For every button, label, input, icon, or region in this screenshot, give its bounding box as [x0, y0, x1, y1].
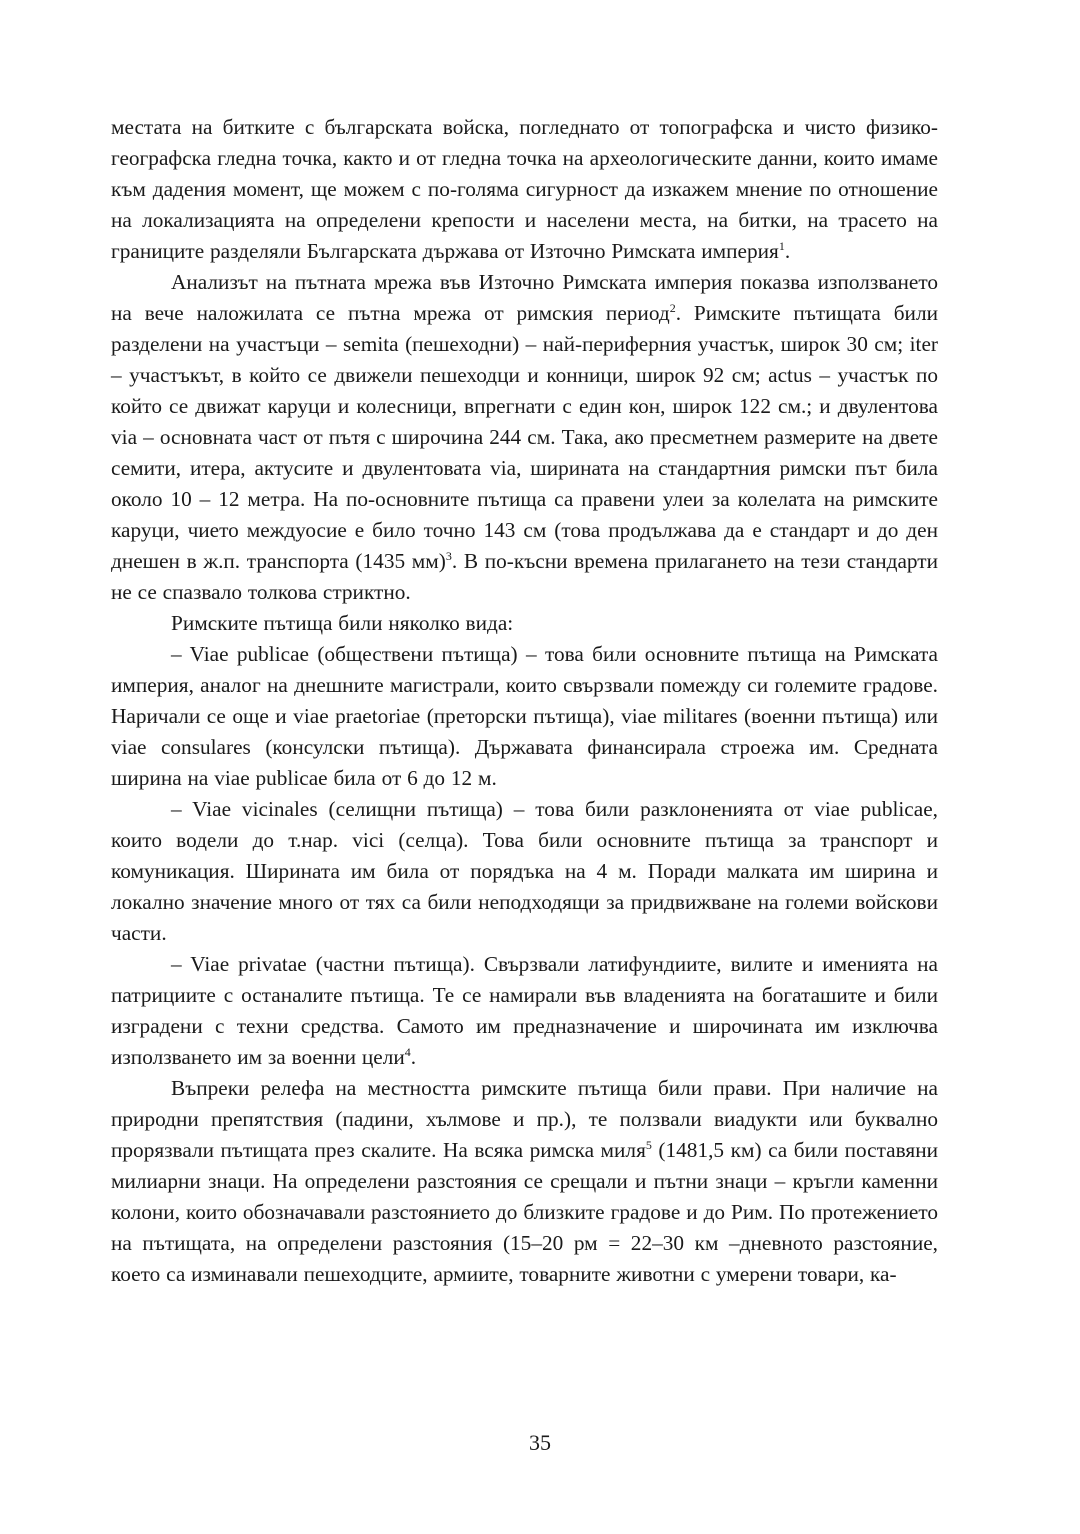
page-number: 35 [529, 1430, 551, 1455]
paragraph-text: – Viae publicae (обществени пътища) – това били основните пътища на Римската империя, аналог на днешните магистрали, които свързвали помежду си големите градове. Наричали се още и viae praetoriae (преторски пътища), viae militares (военни пътища) или viae consulares (консулски пътища). Държавата финансирала строежа им. Средната ширина на viae publicae била от 6 до 12 м. [111, 642, 938, 790]
paragraph-5 [111, 794, 938, 949]
paragraph-text: Римските пътища били няколко вида: [171, 611, 514, 635]
paragraph-1 [111, 112, 938, 267]
paragraph-4 [111, 639, 938, 794]
paragraph-tail: (1481,5 км) са били поставяни милиарни знаци. На определени разстояния се срещали и пътни знаци – кръгли каменни колони, които обозначавали разстоянието до близките градове и до Рим. По протежението на пътищата, на определени разстояния (15–20 рм = 22–30 км –дневното разстояние, което са изминавали пешеходците, армиите, товарните животни с умерени товари, ка- [111, 1138, 938, 1286]
paragraph-text: местата на битките с българската войска, погледнато от топографска и чисто физико-географска гледна точка, както и от гледна точка на археологическите данни, които имаме към дадения момент, ще можем с по-голяма сигурност да изкажем мнение по отношение на локализацията на определени крепости и населени места, на битки, на трасето на границите разделяли Българската държава от Източно Римската империя [111, 115, 938, 263]
paragraph-tail: . Римските пътищата били разделени на участъци – semita (пешеходни) – най-периферния участък, широк 30 см; iter – участъкът, в който се движели пешеходци и конници, широк 92 см; actus – участък по който се движат каруци и колесници, впрегнати с един кон, широк 122 см.; и двулентова via – основната част от пътя с широчина 244 см. Така, ако пресметнем размерите на двете семити, итера, актусите и двулентовата via, ширината на стандартния римски път била около 10 – 12 метра. На по-основните пътища са правени улеи за колелата на римските каруци, чието междуосие е било точно 143 см (това продължава да е стандарт и до ден днешен в ж.п. транспорта (1435 мм) [111, 301, 938, 573]
footnote-marker-1[interactable]: 1 [778, 238, 785, 253]
footnote-marker-3[interactable]: 3 [445, 548, 452, 563]
paragraph-2 [111, 267, 938, 608]
document-page [111, 112, 938, 1290]
paragraph-tail: . В по-късни времена прилагането на тези стандарти не се спазвало толкова стриктно. [111, 549, 938, 604]
paragraph-7 [111, 1073, 938, 1290]
footnote-marker-2[interactable]: 2 [669, 300, 676, 315]
paragraph-6 [111, 949, 938, 1073]
paragraph-tail: . [410, 1045, 417, 1069]
paragraph-3 [111, 608, 938, 639]
paragraph-text: – Viae privatae (частни пътища). Свързвали латифундиите, вилите и именията на патрициите с останалите пътища. Те се намирали във владенията на богаташите и били изградени с техни средства. Самото им предназначение и широчината им изключва използването им за военни цели [111, 952, 938, 1069]
paragraph-tail: . [784, 239, 791, 263]
footnote-marker-5[interactable]: 5 [645, 1137, 652, 1152]
paragraph-text: Въпреки релефа на местността римските пътища били прави. При наличие на природни препятствия (падини, хълмове и пр.), те ползвали виадукти или буквално прорязвали пътищата през скалите. На всяка римска миля [111, 1076, 938, 1162]
paragraph-text: – Viae vicinales (селищни пътища) – това били разклоненията от viae publicae, които водели до т.нар. vici (селца). Това били основните пътища за транспорт и комуникация. Ширината им била от порядъка на 4 м. Поради малката им ширина и локално значение много от тях са били неподходящи за придвижване на големи войскови части. [111, 797, 938, 945]
footnote-marker-4[interactable]: 4 [404, 1044, 411, 1059]
paragraph-text: Анализът на пътната мрежа във Източно Римската империя показва използването на вече наложилата се пътна мрежа от римския период [111, 270, 938, 325]
